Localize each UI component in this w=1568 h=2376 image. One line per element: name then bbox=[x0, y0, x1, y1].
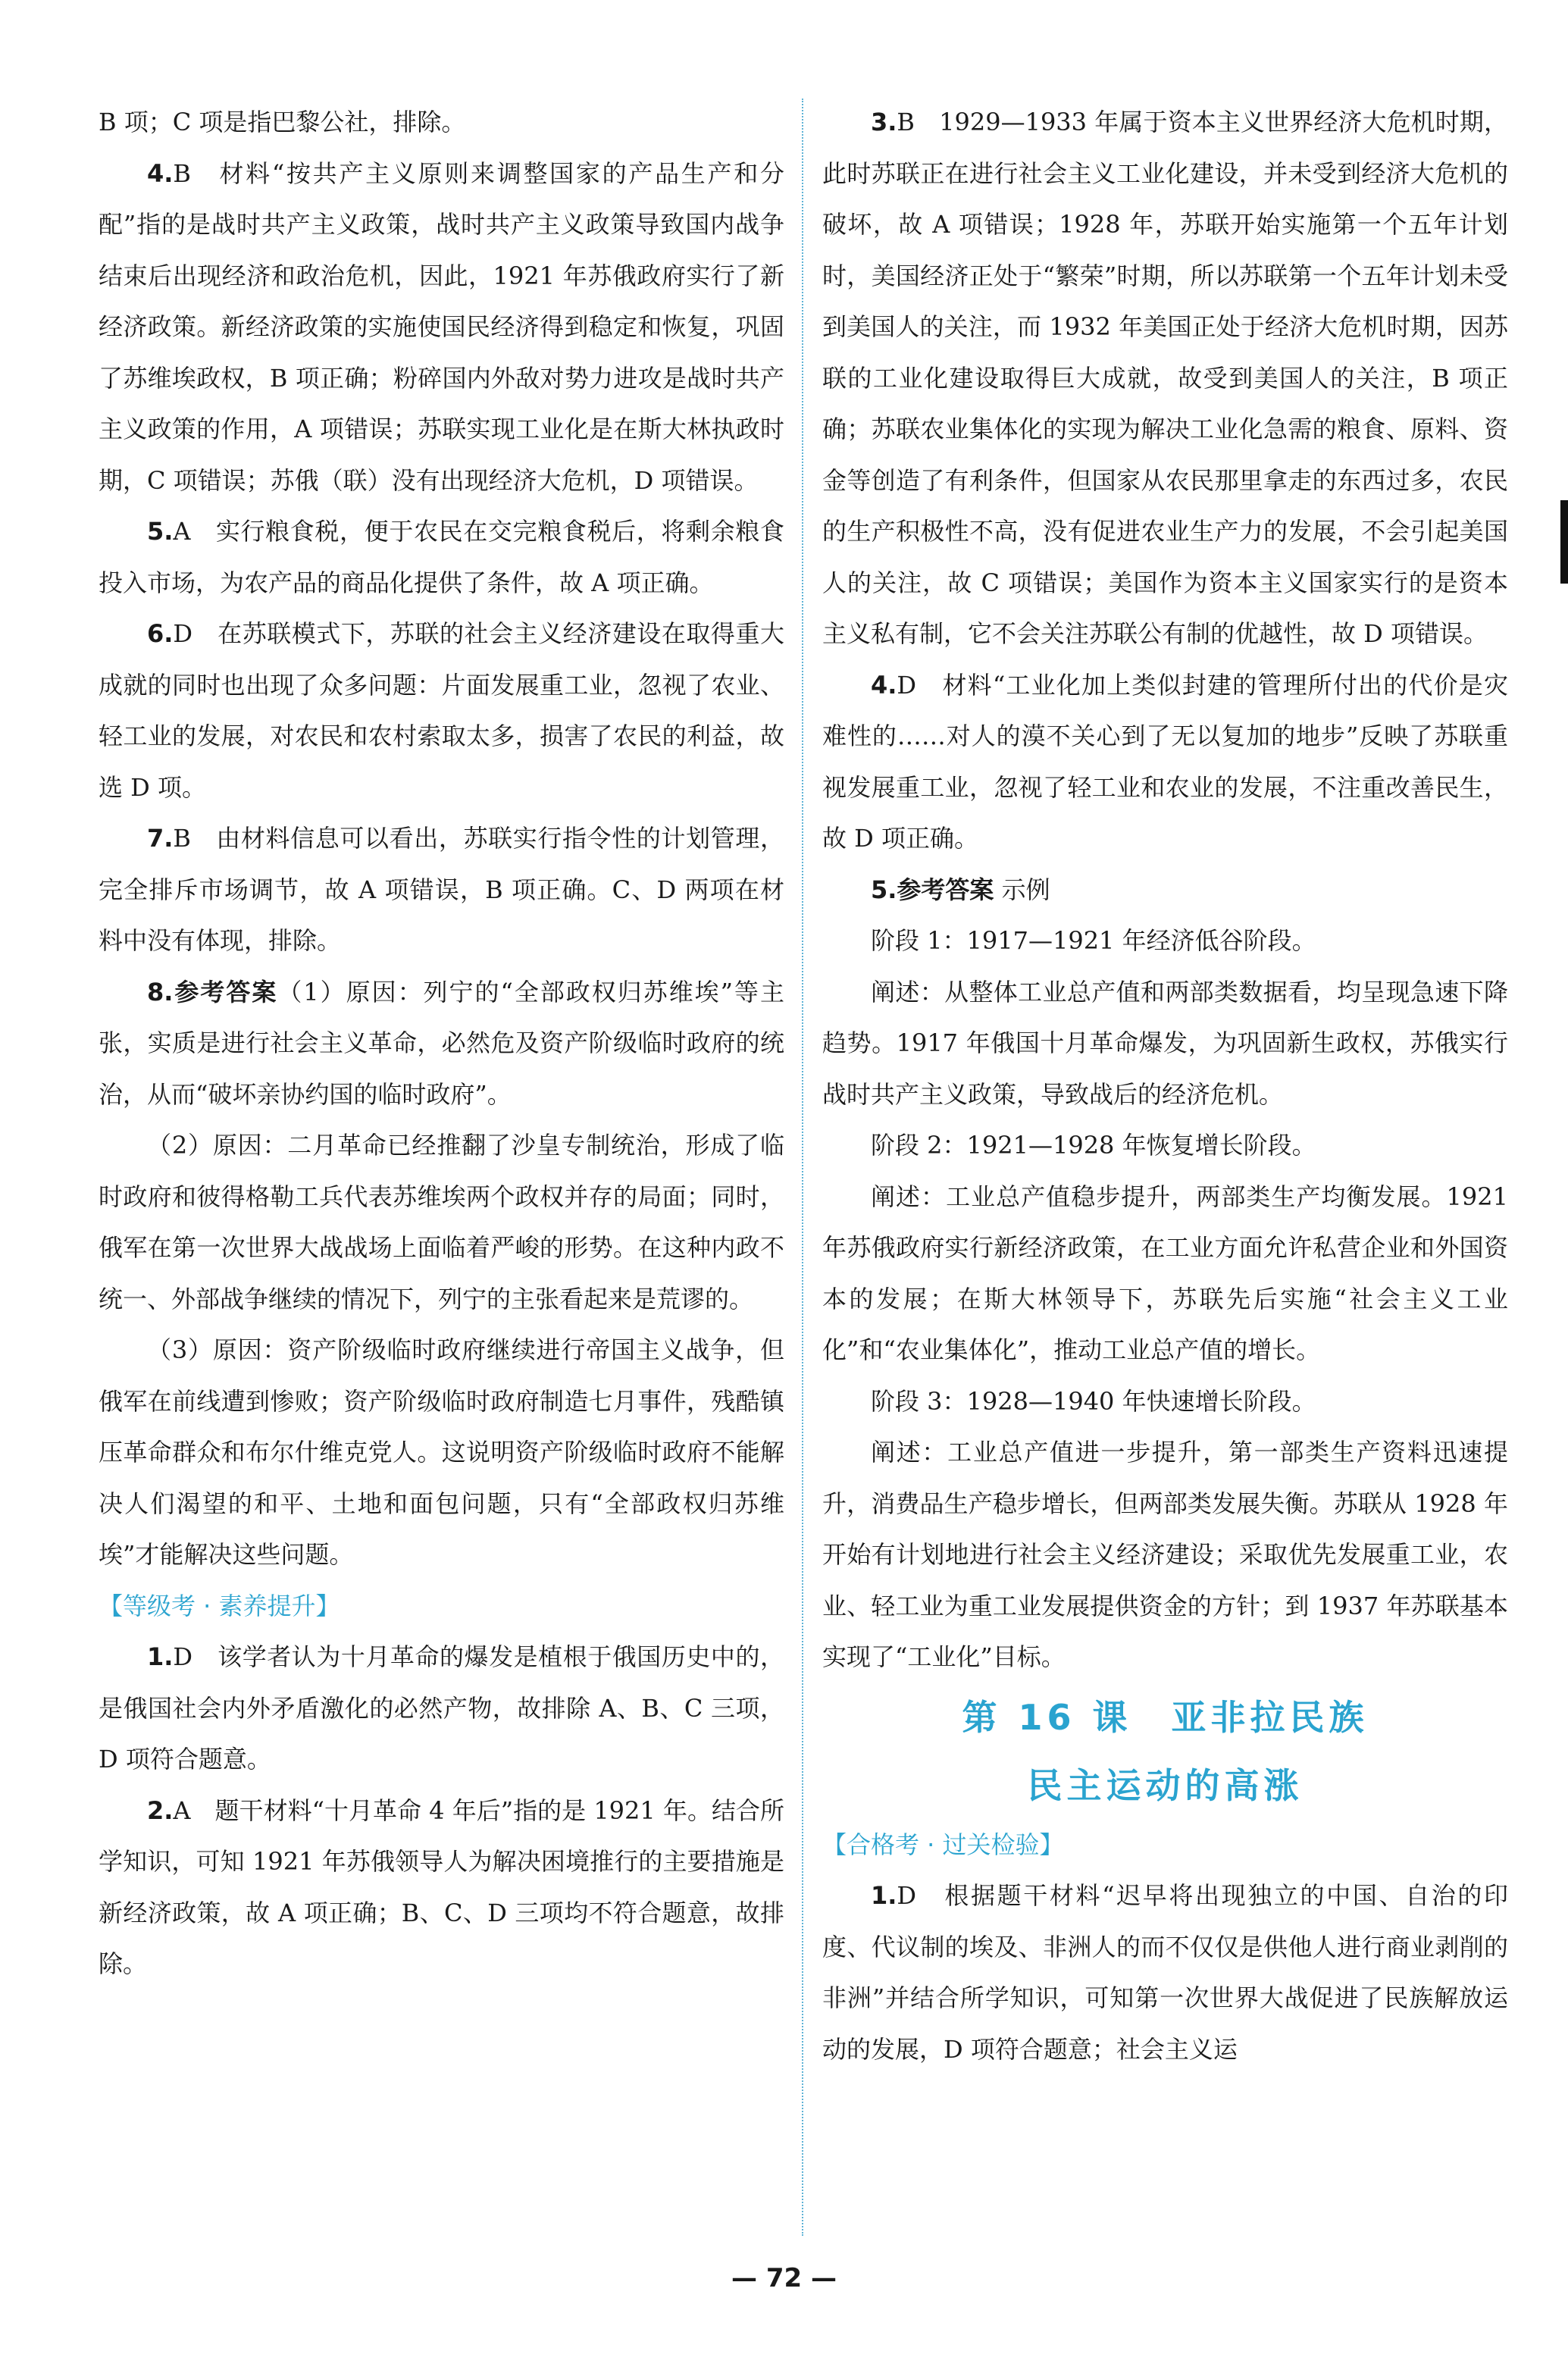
answer-3-continuation: B 项；C 项是指巴黎公社，排除。 bbox=[99, 108, 466, 136]
answer-text: A 题干材料“十月革命 4 年后”指的是 1921 年。结合所学知识，可知 1921 年苏俄领导人为解决困境推行的主要措施是新经济政策，故 A 项正确；B、C、D 三项均不符合题意，故排除。 bbox=[99, 1795, 784, 1978]
answer-text: B 1929—1933 年属于资本主义世界经济大危机时期，此时苏联正在进行社会主义工业化建设，并未受到经济大危机的破坏，故 A 项错误；1928 年，苏联开始实施第一个五年计划时，美国经济正处于“繁荣”时期，所以苏联第一个五年计划未受到美国人的关注，而 1932 年美国正处于经济大危机时期，因苏联的工业化建设取得巨大成就，故受到美国人的关注，B 项正确；苏联农业集体化的实现为解决工业化急需的粮食、原料、资金等创造了有利条件，但国家从农民那里拿走的东西过多，农民的生产积极性不高，没有促进农业生产力的发展，不会引起美国人的关注，故 C 项错误；美国作为资本主义国家实行的是资本主义私有制，它不会关注苏联公有制的优越性，故 D 项错误。 bbox=[822, 108, 1508, 648]
lesson-title-line-1: 第 16 课 亚非拉民族 bbox=[962, 1696, 1369, 1738]
answer-text: D 根据题干材料“迟早将出现独立的中国、自治的印度、代议制的埃及、非洲人的而不仅仅是供他人进行商业剥削的非洲”并结合所学知识，可知第一次世界大战促进了民族解放运动的发展，D 项符合题意；社会主义运 bbox=[822, 1881, 1508, 2064]
answer-5 bbox=[99, 506, 784, 609]
column-divider bbox=[802, 99, 803, 2236]
answer-text: D 该学者认为十月革命的爆发是植根于俄国历史中的，是俄国社会内外矛盾激化的必然产物，故排除 A、B、C 三项，D 项符合题意。 bbox=[99, 1642, 784, 1773]
stage-3-description: 阐述：工业总产值进一步提升，第一部类生产资料迅速提升，消费品生产稳步增长，但两部类发展失衡。苏联从 1928 年开始有计划地进行社会主义经济建设；采取优先发展重工业，农业、轻工业为重工业发展提供资金的方针；到 1937 年苏联基本实现了“工业化”目标。 bbox=[822, 1438, 1508, 1671]
answer-number: 1. bbox=[871, 1881, 897, 1910]
answer-number: 3. bbox=[871, 108, 897, 136]
answer-number: 4. bbox=[147, 158, 174, 188]
answer-b4 bbox=[822, 660, 1508, 865]
answer-text: A 实行粮食税，便于农民在交完粮食税后，将剩余粮食投入市场，为农产品的商品化提供了条件，故 A 项正确。 bbox=[99, 517, 784, 597]
answer-8-part-3: （3）原因：资产阶级临时政府继续进行帝国主义战争，但俄军在前线遭到惨败；资产阶级临时政府制造七月事件，残酷镇压革命群众和布尔什维克党人。这说明资产阶级临时政府不能解决人们渴望的和平、土地和面包问题，只有“全部政权归苏维埃”才能解决这些问题。 bbox=[99, 1335, 784, 1569]
answer-8-part-1 bbox=[99, 967, 784, 1121]
answer-text: B 材料“按共产主义原则来调整国家的产品生产和分配”指的是战时共产主义政策，战时共产主义政策导致国内战争结束后出现经济和政治危机，因此，1921 年苏俄政府实行了新经济政策。新经济政策的实施使国民经济得到稳定和恢复，巩固了苏维埃政权，B 项正确；粉碎国内外敌对势力进攻是战时共产主义政策的作用，A 项错误；苏联实现工业化是在斯大林执政时期，C 项错误；苏俄（联）没有出现经济大危机，D 项错误。 bbox=[99, 158, 784, 495]
answer-number: 5. bbox=[147, 517, 174, 546]
answer-number: 5. bbox=[871, 875, 897, 904]
answer-text: （1）原因：列宁的“全部政权归苏维埃”等主张，实质是进行社会主义革命，必然危及资产阶级临时政府的统治，从而“破坏亲协约国的临时政府”。 bbox=[99, 977, 784, 1109]
answer-b2 bbox=[99, 1786, 784, 1990]
stage-2: 阶段 2：1921—1928 年恢复增长阶段。 bbox=[871, 1131, 1316, 1160]
stage-1: 阶段 1：1917—1921 年经济低谷阶段。 bbox=[871, 926, 1316, 955]
right-column bbox=[822, 97, 1508, 2075]
stage-1-description: 阐述：从整体工业总产值和两部类数据看，均呈现急速下降趋势。1917 年俄国十月革命爆发，为巩固新生政权，苏俄实行战时共产主义政策，导致战后的经济危机。 bbox=[822, 977, 1508, 1109]
answer-4 bbox=[99, 149, 784, 507]
reference-answer-label: 参考答案 bbox=[897, 875, 994, 904]
answer-text: D 材料“工业化加上类似封建的管理所付出的代价是灾难性的……对人的漠不关心到了无以复加的地步”反映了苏联重视发展重工业，忽视了轻工业和农业的发展，不注重改善民生，故 D 项正确。 bbox=[822, 670, 1508, 853]
lesson-title-line-2: 民主运动的高涨 bbox=[1027, 1764, 1304, 1806]
answer-7 bbox=[99, 813, 784, 967]
stage-2-description: 阐述：工业总产值稳步提升，两部类生产均衡发展。1921 年苏俄政府实行新经济政策，在工业方面允许私营企业和外国资本的发展；在斯大林领导下，苏联先后实施“社会主义工业化”和“农业集体化”，推动工业总产值的增长。 bbox=[822, 1182, 1508, 1364]
answer-number: 7. bbox=[147, 824, 174, 853]
stage-3: 阶段 3：1928—1940 年快速增长阶段。 bbox=[871, 1386, 1316, 1416]
section-heading-advanced: 【等级考 · 素养提升】 bbox=[99, 1591, 340, 1620]
page-number: — 72 — bbox=[731, 2263, 837, 2293]
answer-text: B 由材料信息可以看出，苏联实行指令性的计划管理，完全排斥市场调节，故 A 项错误，B 项正确。C、D 两项在材料中没有体现，排除。 bbox=[99, 824, 784, 955]
answer-b3 bbox=[822, 97, 1508, 660]
answer-b1 bbox=[99, 1632, 784, 1786]
section-heading-basic: 【合格考 · 过关检验】 bbox=[822, 1830, 1064, 1859]
answer-b5 bbox=[822, 865, 1508, 916]
answer-text: D 在苏联模式下，苏联的社会主义经济建设在取得重大成就的同时也出现了众多问题：片面发展重工业，忽视了农业、轻工业的发展，对农民和农村索取太多，损害了农民的利益，故选 D 项。 bbox=[99, 619, 784, 802]
answer-number: 1. bbox=[147, 1642, 174, 1671]
answer-number: 4. bbox=[871, 670, 897, 700]
reference-answer-label: 参考答案 bbox=[173, 977, 278, 1006]
answer-8-part-2: （2）原因：二月革命已经推翻了沙皇专制统治，形成了临时政府和彼得格勒工兵代表苏维埃两个政权并存的局面；同时，俄军在第一次世界大战战场上面临着严峻的形势。在这种内政不统一、外部战争继续的情况下，列宁的主张看起来是荒谬的。 bbox=[99, 1131, 784, 1313]
answer-number: 6. bbox=[147, 619, 174, 648]
left-column bbox=[99, 97, 784, 1990]
answer-example-label: 示例 bbox=[1001, 875, 1050, 904]
answer-6 bbox=[99, 609, 784, 813]
answer-number: 8. bbox=[147, 977, 174, 1006]
binding-edge-mark bbox=[1560, 500, 1568, 584]
answer-c1 bbox=[822, 1870, 1508, 2075]
answer-number: 2. bbox=[147, 1795, 174, 1825]
